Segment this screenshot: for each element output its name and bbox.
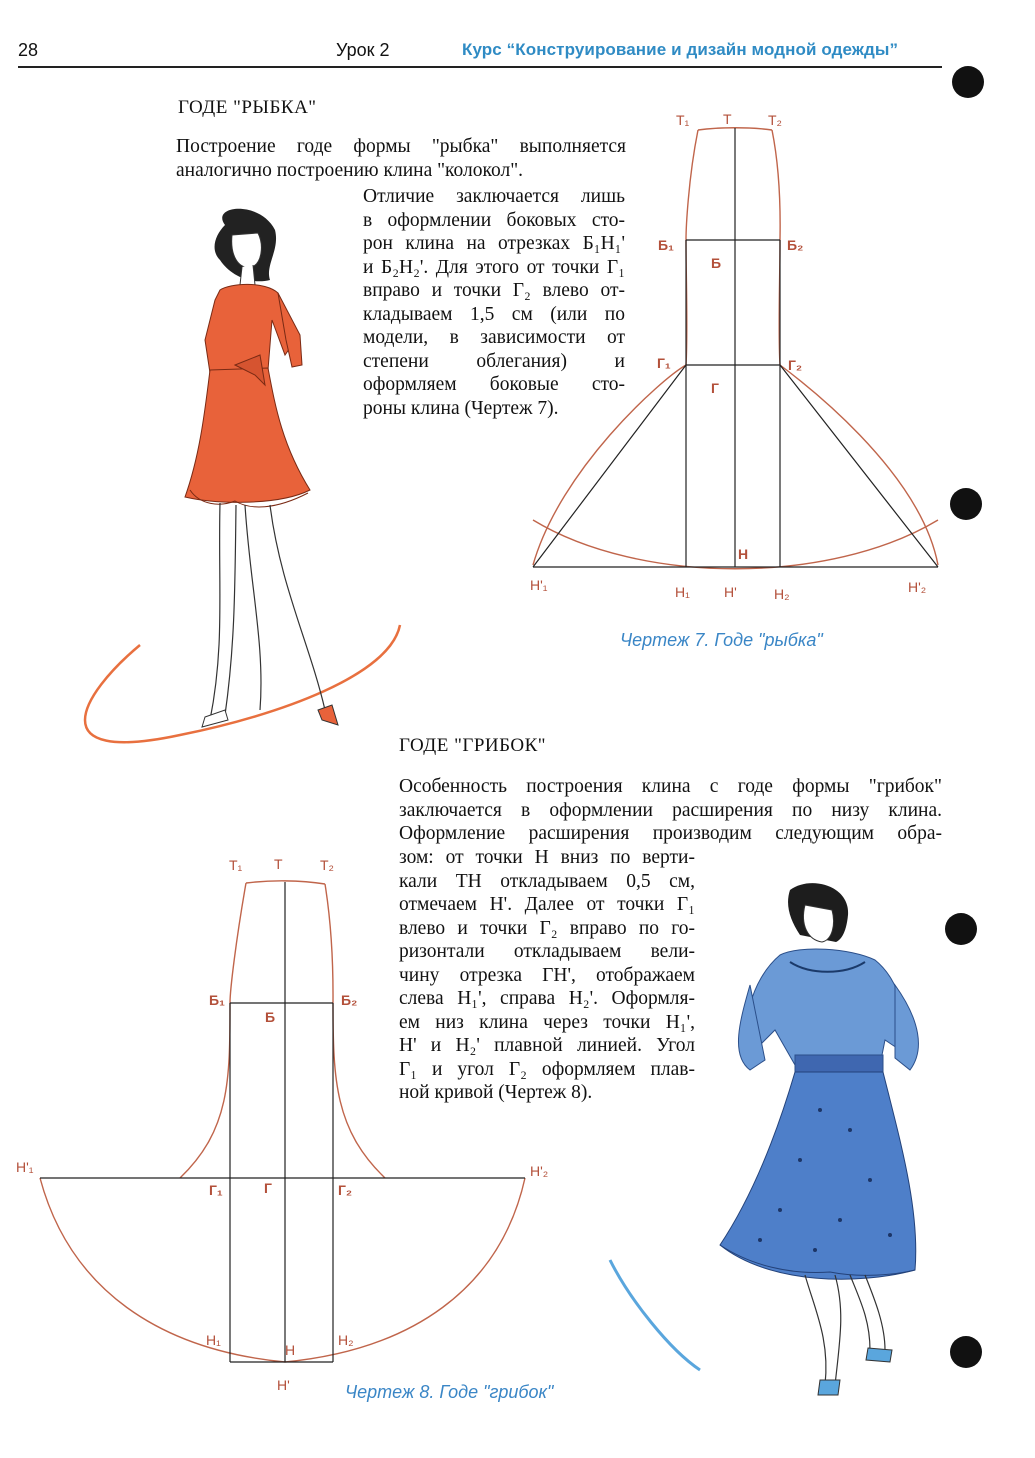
binder-hole (950, 488, 982, 520)
fashion-sketch-blue-dress (600, 880, 940, 1400)
caption-drawing-8: Чертеж 8. Годе "грибок" (345, 1382, 554, 1402)
label-G2: Г₂ (788, 357, 803, 373)
text-line: влево и точки Г₂ вправо по го- (399, 917, 695, 939)
label-B1: Б₁ (209, 992, 225, 1008)
label-T2: Т₂ (768, 112, 782, 128)
binder-hole (950, 1336, 982, 1368)
text-line: зом: от точки Н вниз по верти- (399, 847, 695, 868)
label-B2: Б₂ (341, 992, 358, 1008)
section2-intro (399, 775, 942, 846)
fashion-sketch-orange-dress (60, 205, 410, 750)
label-Np1: Н'₁ (16, 1159, 34, 1175)
text-line: слева Н₁', справа Н₂'. Оформля- (399, 988, 695, 1009)
binder-hole (945, 913, 977, 945)
header-rule (18, 66, 942, 68)
label-Np2: Н'₂ (908, 579, 927, 595)
text-line: чину отрезка ГН', отображаем (399, 964, 695, 986)
label-G1: Г₁ (209, 1182, 223, 1198)
label-B: Б (265, 1009, 276, 1025)
label-G: Г (264, 1180, 272, 1196)
label-N2: Н₂ (774, 586, 790, 602)
label-N1: Н₁ (675, 584, 690, 600)
section-heading-gribok: ГОДЕ "ГРИБОК" (399, 735, 547, 756)
label-G2: Г₂ (338, 1182, 353, 1198)
label-T2: Т₂ (320, 857, 334, 873)
text-line: ной кривой (Чертеж 8). (399, 1082, 593, 1103)
label-N: Н (738, 546, 749, 562)
text-line: Г₁ и угол Г₂ оформляем плав- (399, 1058, 695, 1080)
label-T: Т (274, 856, 283, 872)
text-line: вправо и точки Г₂ влево от- (363, 280, 625, 301)
text-line: Оформление расширения производим следующим обра- (399, 823, 942, 844)
label-G: Г (711, 380, 719, 396)
label-T1: Т₁ (229, 857, 243, 873)
text-line: ем низ клина через точки Н₁', (399, 1011, 695, 1033)
course-title: Курс “Конструирование и дизайн модной одежды” (462, 40, 899, 59)
text-line: отмечаем Н'. Далее от точки Г₁ (399, 894, 695, 915)
label-T1: Т₁ (676, 112, 690, 128)
text-line: роны клина (Чертеж 7). (363, 397, 559, 419)
text-line: Построение годе формы "рыбка" выполняется (176, 136, 626, 157)
text-line: оформляем боковые сто- (363, 374, 625, 395)
pattern-drawing-7 (520, 105, 950, 610)
label-Np1: Н'₁ (530, 577, 548, 593)
text-line: аналогично построению клина "колокол". (176, 159, 524, 181)
label-Np: Н' (724, 584, 737, 600)
label-T: Т (723, 111, 732, 127)
page-number: 28 (18, 40, 39, 60)
text-line: Н' и Н₂' плавной линией. Угол (399, 1035, 695, 1056)
caption-drawing-7: Чертеж 7. Годе "рыбка" (620, 630, 823, 650)
label-B: Б (711, 255, 722, 271)
label-Np: Н' (277, 1377, 290, 1393)
text-line: рон клина на отрезках Б₁Н₁' (363, 233, 625, 254)
label-N: Н (285, 1342, 296, 1358)
text-line: Особенность построения клина с годе формы "грибок" (399, 776, 942, 797)
text-line: и Б₂Н₂'. Для этого от точки Г₁ (363, 256, 625, 278)
text-line: в оформлении боковых сто- (363, 209, 625, 231)
label-G1: Г₁ (657, 355, 671, 371)
lesson-label: Урок 2 (336, 40, 390, 60)
label-N1: Н₁ (206, 1332, 221, 1348)
binder-hole (952, 66, 984, 98)
section-heading-rybka: ГОДЕ "РЫБКА" (178, 97, 317, 118)
text-line: кладываем 1,5 см (или по (363, 303, 625, 325)
label-N2: Н₂ (338, 1332, 354, 1348)
text-line: заключается в оформлении расширения по низу клина. (399, 799, 942, 821)
text-line: кали ТН откладываем 0,5 см, (399, 870, 695, 892)
text-line: Отличие заключается лишь (363, 186, 625, 207)
pattern-drawing-8 (15, 850, 560, 1400)
text-line: степени облегания) и (363, 350, 625, 372)
text-line: модели, в зависимости от (363, 327, 625, 348)
label-Np2: Н'₂ (530, 1163, 549, 1179)
label-B2: Б₂ (787, 237, 804, 253)
text-line: ризонтали откладываем вели- (399, 941, 695, 962)
label-B1: Б₁ (658, 237, 674, 253)
